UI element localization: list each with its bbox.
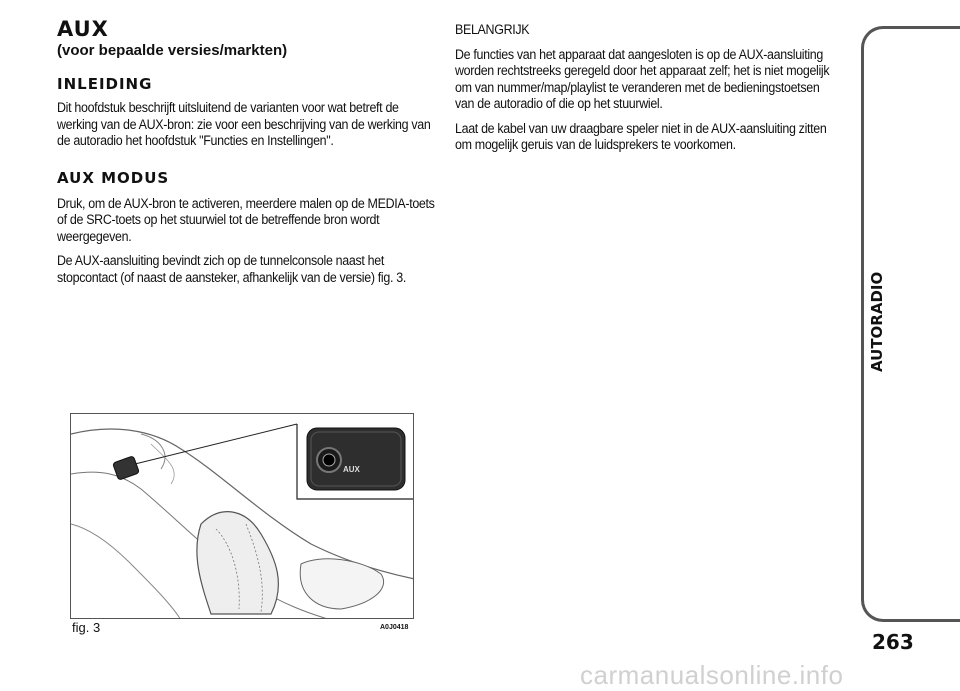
mode-paragraph-2: De AUX-aansluiting bevindt zich op de tunnelconsole naast het stopcontact (of naast de aansteker, afhankelijk van de versie) fig. 3. [57,253,406,285]
aux-socket-small [113,456,140,480]
socket-label: AUX [343,465,360,474]
important-heading: BELANGRIJK [455,22,530,37]
watermark: carmanualsonline.info [580,660,844,690]
figure-code: A0J0418 [380,624,409,631]
page-subtitle: (voor bepaalde versies/markten) [57,42,288,59]
console-illustration [71,414,414,619]
mode-paragraph-1: Druk, om de AUX-bron te activeren, meerdere malen op de MEDIA-toets of de SRC-toets op het stuurwiel tot de betreffende bron wordt weergegeven. [57,195,435,244]
right-column [455,22,845,154]
page-title: AUX [57,17,109,41]
important-paragraph-2: Laat de kabel van uw draagbare speler niet in de AUX-aansluiting zitten om mogelijk geruis van de luidsprekers te voorkomen. [455,120,827,152]
intro-paragraph: Dit hoofdstuk beschrijft uitsluitend de varianten voor wat betreft de werking van de AUX-bron: zie voor een beschrijving van de werking van de autoradio het hoofdstuk "Functies en Instellingen". [57,100,431,148]
figure-label: fig. 3 [72,620,101,635]
left-column [57,18,442,286]
important-paragraph-1: De functies van het apparaat dat aangesloten is op de AUX-aansluiting worden rechtstreeks geregeld door het apparaat zelf; het is niet mogelijk om van nummer/map/playlist te veranderen met de bedieningstoetsen van de autoradio of die op het stuurwiel. [455,46,830,111]
figure-aux-socket [70,413,414,619]
page-number: 263 [872,630,914,654]
intro-heading: INLEIDING [57,75,153,93]
chapter-tab-label: AUTORADIO [868,271,886,372]
mode-heading: AUX MODUS [57,168,170,187]
